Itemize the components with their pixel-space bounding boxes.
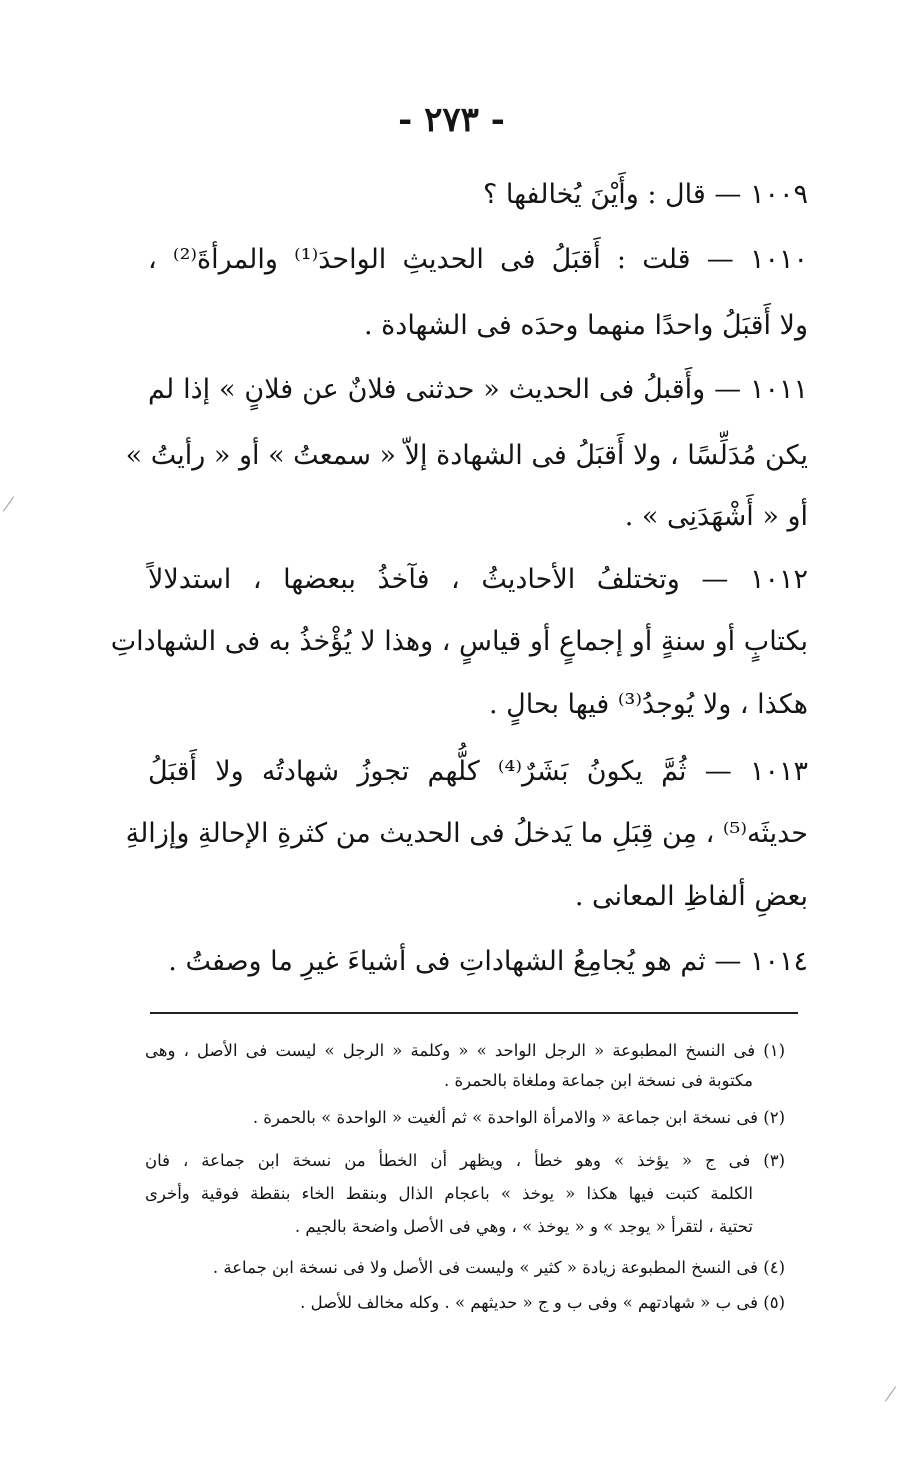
footnote-5-line-1: (٥) فى ب « شهادتهم » وفى ب و ج « حديثهم » . وكله مخالف للأصل . <box>300 1293 785 1312</box>
footnote-3-line-1: (٣) فى ج « يؤخذ » وهو خطأ ، ويظهر أن الخطأ من نسخة ابن جماعة ، فان <box>145 1151 785 1170</box>
scan-margin-mark <box>885 1386 896 1401</box>
footnote-4-line-1: (٤) فى النسخ المطبوعة زيادة « كثير » وليست فى الأصل ولا فى نسخة ابن جماعة . <box>212 1258 785 1277</box>
page-number: - ٢٧٣ - <box>398 100 505 140</box>
footnote-3-line-3: تحتية ، لتقرأ « يوجد » و « يوخذ » ، وهي فى الأصل واضحة بالجيم . <box>294 1217 753 1236</box>
paragraph-1009-line-1: ١٠٠٩ — قال : وأَيْنَ يُخالفها ؟ <box>482 179 808 210</box>
paragraph-1014-line-1: ١٠١٤ — ثم هو يُجامِعُ الشهاداتِ فى أشياءَ غيرِ ما وصفتُ . <box>168 946 808 977</box>
paragraph-1011-line-3: أو « أَشْهَدَنِى » . <box>624 501 808 532</box>
paragraph-1010-line-1: ١٠١٠ — قلت : أَقبَلُ فى الحديثِ الواحدَ⁽¹⁾ والمرأةَ⁽²⁾ ، <box>148 244 808 275</box>
paragraph-1012-line-1: ١٠١٢ — وتختلفُ الأحاديثُ ، فآخذُ ببعضها ، استدلالاً <box>148 564 808 595</box>
footnote-1-line-1: (١) فى النسخ المطبوعة « الرجل الواحد » « وكلمة « الرجل » ليست فى الأصل ، وهى <box>145 1041 785 1060</box>
footnote-separator <box>150 1012 798 1014</box>
footnote-3-line-2: الكلمة كتبت فيها هكذا « يوخذ » باعجام الذال وبنقط الخاء بنقطة فوقية وأخرى <box>145 1184 753 1203</box>
footnote-2-line-1: (٢) فى نسخة ابن جماعة « والامرأة الواحدة » ثم ألغيت « الواحدة » بالحمرة . <box>252 1108 785 1127</box>
paragraph-1012-line-3: هكذا ، ولا يُوجدُ⁽³⁾ فيها بحالٍ . <box>489 689 808 720</box>
paragraph-1011-line-2: يكن مُدَلِّسًا ، ولا أَقبَلُ فى الشهادة إلاّ « سمعتُ » أو « رأيتُ » <box>125 440 808 471</box>
paragraph-1013-line-3: بعضِ ألفاظِ المعانى . <box>574 881 808 912</box>
paragraph-1011-line-1: ١٠١١ — وأَقبلُ فى الحديث « حدثنى فلانٌ عن فلانٍ » إذا لم <box>148 374 808 405</box>
paragraph-1013-line-1: ١٠١٣ — ثُمَّ يكونُ بَشَرٌ⁽⁴⁾ كلُّهم تجوزُ شهادتُه ولا أَقبَلُ <box>148 756 808 787</box>
scan-margin-mark <box>3 496 14 511</box>
footnote-1-line-2: مكتوبة فى نسخة ابن جماعة وملغاة بالحمرة . <box>444 1071 753 1090</box>
paragraph-1012-line-2: بكتابٍ أو سنةٍ أو إجماعٍ أو قياسٍ ، وهذا لا يُؤْخذُ به فى الشهاداتِ <box>110 626 808 657</box>
paragraph-1010-line-2: ولا أَقبَلُ واحدًا منهما وحدَه فى الشهادة . <box>363 310 808 341</box>
paragraph-1013-line-2: حديثَه⁽⁵⁾ ، مِن قِبَلِ ما يَدخلُ فى الحديث من كثرةِ الإحالةِ وإزالةِ <box>125 818 808 849</box>
